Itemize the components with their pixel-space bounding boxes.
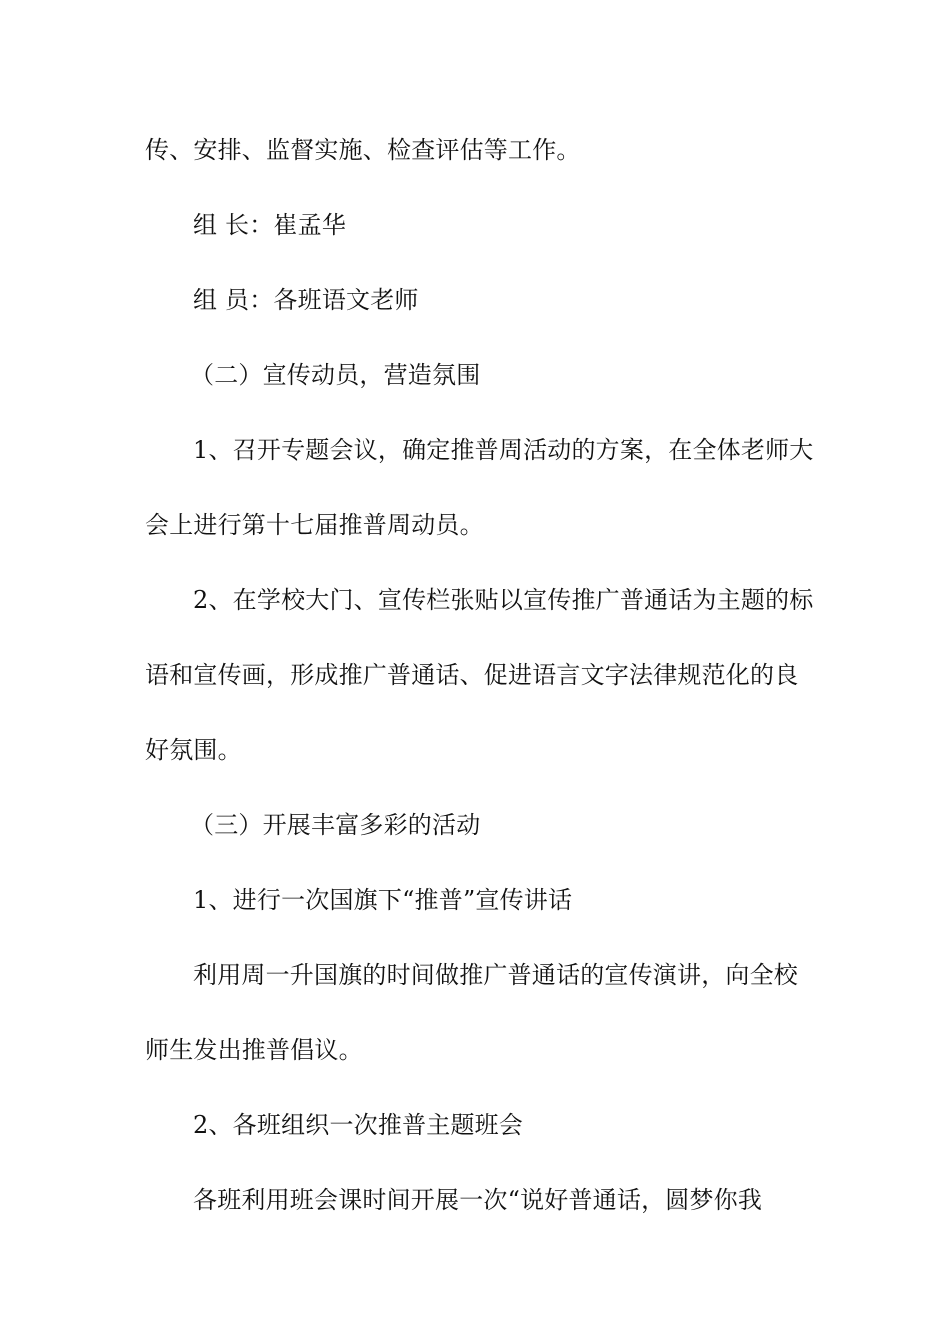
paragraph-line: 好氛围。 [145, 736, 242, 764]
paragraph-line: 传、安排、监督实施、检查评估等工作。 [145, 136, 581, 164]
paragraph-line: 会上进行第十七届推普周动员。 [145, 511, 484, 539]
group-members-line: 组 员：各班语文老师 [193, 286, 419, 314]
paragraph-line: 1、召开专题会议，确定推普周活动的方案，在全体老师大 [193, 436, 814, 464]
list-item-heading: 1、进行一次国旗下“推普”宣传讲话 [193, 886, 573, 914]
paragraph-line: 师生发出推普倡议。 [145, 1036, 363, 1064]
paragraph-line: 利用周一升国旗的时间做推广普通话的宣传演讲，向全校 [193, 961, 798, 989]
group-leader-line: 组 长：崔孟华 [193, 211, 347, 239]
section-heading: （三）开展丰富多彩的活动 [190, 811, 481, 839]
section-heading: （二）宣传动员，营造氛围 [190, 361, 481, 389]
paragraph-line: 2、在学校大门、宣传栏张贴以宣传推广普通话为主题的标 [193, 586, 814, 614]
paragraph-line: 语和宣传画，形成推广普通话、促进语言文字法律规范化的良 [145, 661, 799, 689]
list-item-heading: 2、各班组织一次推普主题班会 [193, 1111, 524, 1139]
paragraph-line: 各班利用班会课时间开展一次“说好普通话，圆梦你我 [193, 1186, 763, 1214]
